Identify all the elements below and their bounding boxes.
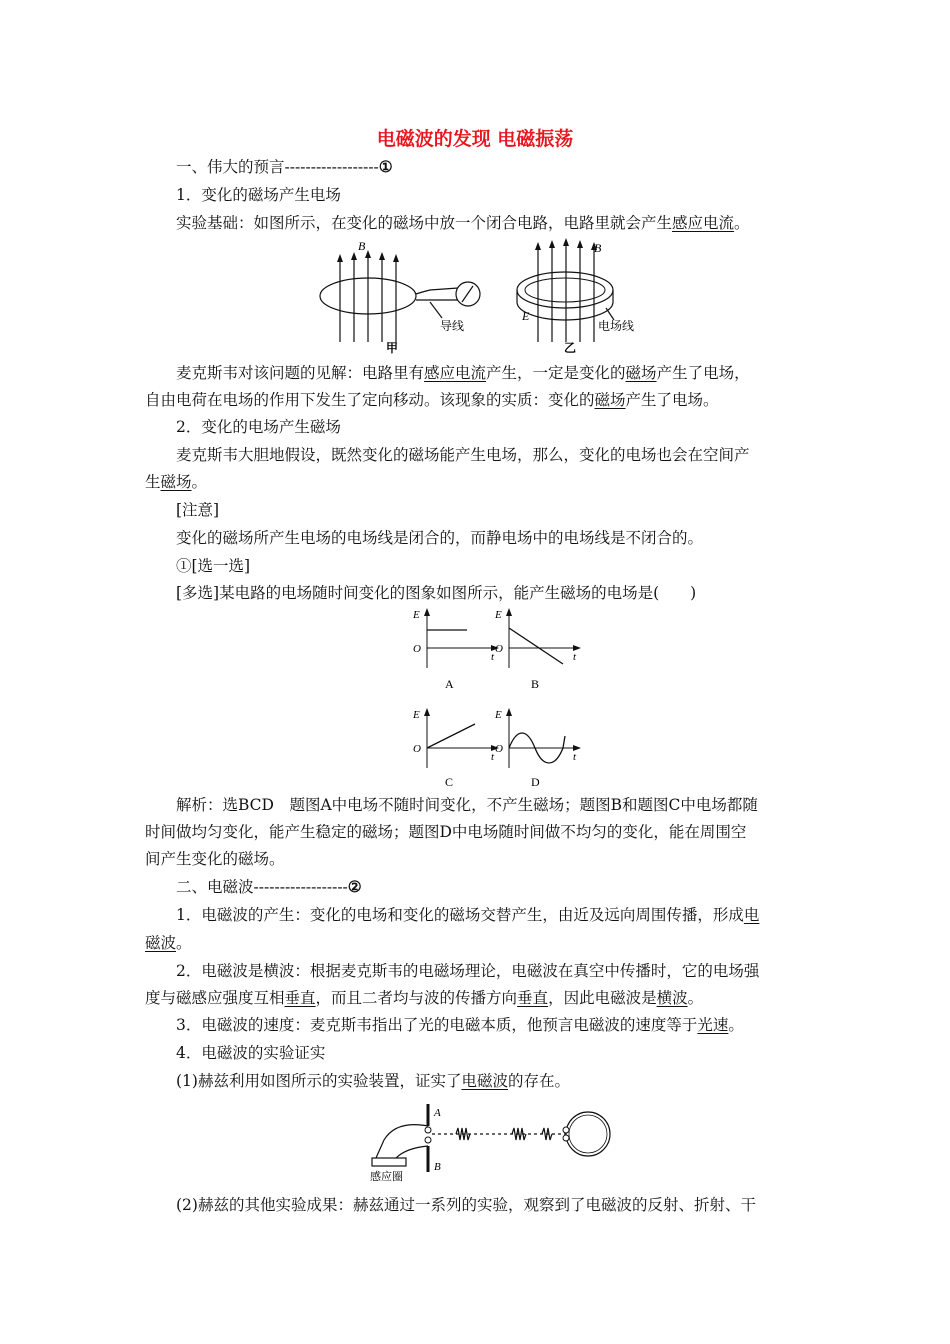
field-e-label: E	[522, 309, 530, 323]
wire-label: 导线	[440, 319, 465, 333]
note-text: 变化的磁场所产生电场的电场线是闭合的，而静电场中的电场线是不闭合的。	[176, 529, 704, 547]
graph-c-label: C	[445, 775, 454, 789]
paragraph: 麦克斯韦对该问题的见解：电路里有感应电流产生，一定是变化的磁场产生了电场，	[176, 364, 750, 382]
axis-e: E	[413, 709, 420, 721]
paragraph: (2)赫兹的其他实验成果：赫兹通过一系列的实验，观察到了电磁波的反射、折射、干	[176, 1196, 756, 1214]
field-line-label: 电场线	[598, 319, 635, 333]
axis-o: O	[413, 743, 421, 755]
paragraph-cont: 磁波。	[145, 934, 192, 952]
question-label: ①[选一选]	[176, 557, 251, 575]
paragraph: 实验基础：如图所示，在变化的磁场中放一个闭合电路，电路里就会产生感应电流。	[176, 214, 750, 232]
paragraph-cont: 自由电荷在电场的作用下发生了定向移动。该现象的实质：变化的磁场产生了电场。	[145, 391, 719, 409]
field-b-label: B	[358, 239, 366, 253]
axis-e: E	[495, 609, 502, 621]
figure-induction	[310, 238, 650, 356]
paragraph-cont: 度与磁感应强度互相垂直，而且二者均与波的传播方向垂直，因此电磁波是横波。	[145, 989, 704, 1007]
subheading: 1．变化的磁场产生电场	[176, 186, 341, 204]
field-b-label-2: B	[594, 241, 602, 255]
paragraph: 3．电磁波的速度：麦克斯韦指出了光的电磁本质，他预言电磁波的速度等于光速。	[176, 1016, 744, 1034]
coil-label: 感应圈	[370, 1171, 403, 1183]
paragraph: (1)赫兹利用如图所示的实验装置，证实了电磁波的存在。	[176, 1072, 570, 1090]
axis-e: E	[413, 609, 420, 621]
paragraph: 1．电磁波的产生：变化的电场和变化的磁场交替产生，由近及远向周围传播，形成电	[176, 906, 760, 924]
answer-cont: 时间做均匀变化，能产生稳定的磁场；题图D中电场随时间做不均匀的变化，能在周围空	[145, 823, 747, 841]
axis-e: E	[495, 709, 502, 721]
axis-o: O	[413, 643, 421, 655]
axis-t: t	[491, 751, 495, 763]
question-stem: [多选]某电路的电场随时间变化的图象如图所示，能产生磁场的电场是( )	[176, 584, 697, 602]
subheading: 4．电磁波的实验证实	[176, 1044, 326, 1062]
paragraph: 2．电磁波是横波：根据麦克斯韦的电磁场理论，电磁波在真空中传播时，它的电场强	[176, 962, 760, 980]
section-heading: 二、电磁波------------------②	[176, 877, 362, 896]
note-label: [注意]	[176, 501, 220, 519]
figure-hertz	[366, 1100, 616, 1186]
graph-d-label: D	[531, 775, 540, 789]
figure-jia-label: 甲	[386, 341, 399, 355]
label-a: A	[434, 1107, 441, 1119]
figure-yi-label: 乙	[564, 341, 577, 355]
section-heading: 一、伟大的预言------------------①	[176, 157, 393, 176]
axis-o: O	[495, 743, 503, 755]
paragraph-cont: 生磁场。	[145, 473, 208, 491]
page-title: 电磁波的发现 电磁振荡	[376, 128, 574, 150]
graph-a-label: A	[445, 677, 454, 691]
label-b: B	[434, 1161, 441, 1173]
axis-t: t	[491, 651, 495, 663]
axis-t: t	[573, 651, 577, 663]
axis-t: t	[573, 751, 577, 763]
graphs-et	[405, 608, 585, 788]
graph-b-label: B	[531, 677, 540, 691]
paragraph: 麦克斯韦大胆地假设，既然变化的磁场能产生电场，那么，变化的电场也会在空间产	[176, 446, 750, 464]
axis-o: O	[495, 643, 503, 655]
subheading: 2．变化的电场产生磁场	[176, 418, 341, 436]
answer-cont: 间产生变化的磁场。	[145, 850, 285, 868]
answer: 解析：选BCD 题图A中电场不随时间变化，不产生磁场；题图B和题图C中电场都随	[176, 796, 758, 814]
